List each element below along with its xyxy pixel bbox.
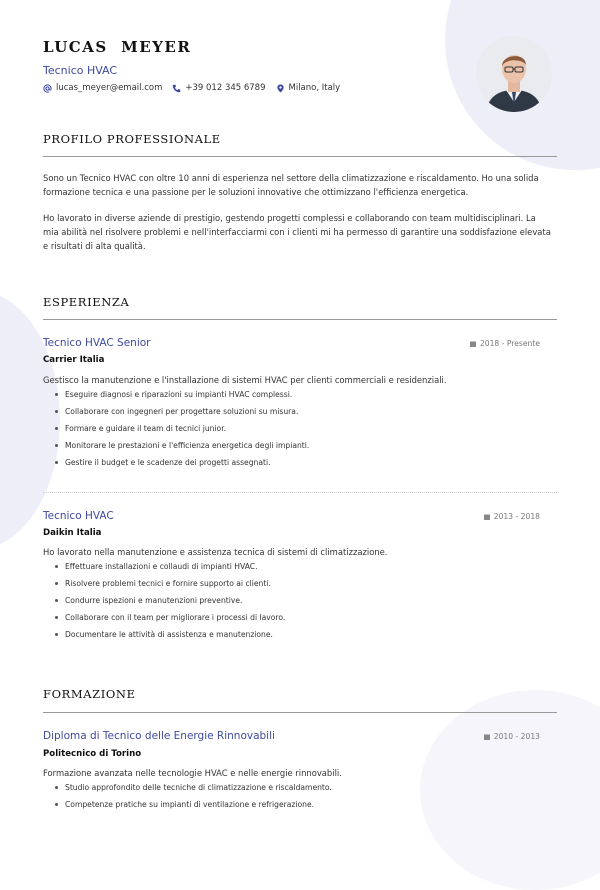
job-description-1: Gestisco la manutenzione e l'installazione di sistemi HVAC per clienti commerciali e residenziali. xyxy=(43,375,447,385)
job-dates-1: 2018 - Presente xyxy=(470,339,540,348)
email-text: lucas_meyer@email.com xyxy=(56,83,163,93)
contact-location xyxy=(276,83,341,93)
list-item: Studio approfondito delle tecniche di climatizzazione e riscaldamento. xyxy=(53,782,332,799)
calendar-icon xyxy=(484,514,490,520)
education-description-1: Formazione avanzata nelle tecnologie HVAC e nelle energie rinnovabili. xyxy=(43,768,342,778)
location-text: Milano, Italy xyxy=(288,83,341,93)
list-item: Formare e guidare il team di tecnici junior. xyxy=(53,423,309,440)
job-title-2: Tecnico HVAC xyxy=(43,510,114,522)
contact-phone[interactable] xyxy=(172,83,265,93)
education-title-1: Diploma di Tecnico delle Energie Rinnovabili xyxy=(43,730,275,742)
section-divider xyxy=(43,156,557,157)
job-company-1: Carrier Italia xyxy=(43,355,105,365)
education-school-1: Politecnico di Torino xyxy=(43,749,142,759)
profile-paragraph-2: Ho lavorato in diverse aziende di prestigio, gestendo progetti complessi e collaborando con team multidisciplinari. La mia abilità nel risolvere problemi e nell'interfacciarmi con i clienti mi ha permesso di garantire una soddisfazione elevata e risultati di alta qualità. xyxy=(43,213,551,251)
candidate-name: LUCAS MEYER xyxy=(43,38,192,56)
calendar-icon xyxy=(470,341,476,347)
section-heading-experience: ESPERIENZA xyxy=(43,295,130,309)
decor-circle-bottom-right xyxy=(420,690,600,890)
list-item: Collaborare con ingegneri per progettare soluzioni su misura. xyxy=(53,406,309,423)
list-item: Eseguire diagnosi e riparazioni su impianti HVAC complessi. xyxy=(53,389,309,406)
at-icon xyxy=(43,84,52,93)
list-item: Competenze pratiche su impianti di ventilazione e refrigerazione. xyxy=(53,799,332,816)
job-description-2: Ho lavorato nella manutenzione e assistenza tecnica di sistemi di climatizzazione. xyxy=(43,547,388,557)
job-title-1: Tecnico HVAC Senior xyxy=(43,337,151,349)
education-bullets-1 xyxy=(53,782,332,816)
phone-text: +39 012 345 6789 xyxy=(185,83,266,93)
job-dates-2: 2013 - 2018 xyxy=(484,512,540,521)
avatar-illustration xyxy=(476,36,552,112)
education-dates-1: 2010 - 2013 xyxy=(484,732,540,741)
job-title: Tecnico HVAC xyxy=(43,64,118,77)
profile-paragraph-1: Sono un Tecnico HVAC con oltre 10 anni di esperienza nel settore della climatizzazione e riscaldamento. Ho una solida formazione tecnica e una passione per le soluzioni innovative che ottimizzano l'efficienza energetica. xyxy=(43,173,539,197)
list-item: Gestire il budget e le scadenze dei progetti assegnati. xyxy=(53,457,309,474)
list-item: Risolvere problemi tecnici e fornire supporto ai clienti. xyxy=(53,578,285,595)
contact-row xyxy=(43,83,340,93)
entry-separator xyxy=(43,492,557,493)
contact-email[interactable] xyxy=(43,83,162,93)
list-item: Effettuare installazioni e collaudi di impianti HVAC. xyxy=(53,561,285,578)
list-item: Documentare le attività di assistenza e manutenzione. xyxy=(53,629,285,646)
section-heading-profile: PROFILO PROFESSIONALE xyxy=(43,132,221,146)
calendar-icon xyxy=(484,734,490,740)
phone-icon xyxy=(172,84,181,93)
list-item: Condurre ispezioni e manutenzioni preventive. xyxy=(53,595,285,612)
section-divider xyxy=(43,712,557,713)
location-pin-icon xyxy=(276,84,285,93)
list-item: Collaborare con il team per migliorare i processi di lavoro. xyxy=(53,612,285,629)
job-bullets-1 xyxy=(53,389,309,474)
section-divider xyxy=(43,319,557,320)
list-item: Monitorare le prestazioni e l'efficienza energetica degli impianti. xyxy=(53,440,309,457)
job-company-2: Daikin Italia xyxy=(43,528,102,538)
section-heading-education: FORMAZIONE xyxy=(43,687,136,701)
profile-photo xyxy=(476,36,552,112)
job-bullets-2 xyxy=(53,561,285,646)
